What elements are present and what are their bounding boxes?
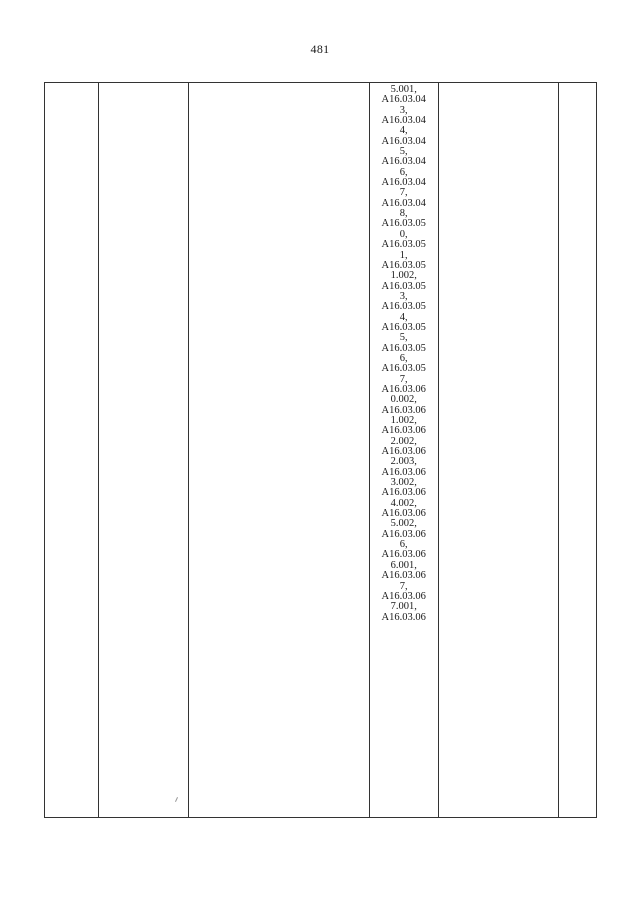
code-line: A16.03.06: [381, 466, 426, 478]
document-table: [44, 82, 597, 818]
code-line: 1,: [399, 249, 408, 261]
page-number: 481: [310, 42, 330, 56]
table-column-6: [559, 83, 596, 817]
table-column-5: [439, 83, 560, 817]
code-line: A16.03.04: [381, 135, 426, 147]
code-line: A16.03.06: [381, 508, 426, 520]
code-line: 6,: [399, 166, 408, 178]
code-line: A16.03.06: [381, 611, 426, 623]
code-line: A16.03.05: [381, 301, 426, 313]
code-line: 6,: [399, 352, 408, 364]
code-line: A16.03.05: [381, 218, 426, 230]
table-column-3: [189, 83, 369, 817]
code-line: 3,: [399, 104, 408, 116]
code-line: 3.002,: [390, 477, 417, 489]
code-line: A16.03.05: [381, 321, 426, 333]
code-line: A16.03.05: [381, 342, 426, 354]
code-line: A16.03.06: [381, 487, 426, 499]
code-line: A16.03.06: [381, 570, 426, 582]
code-line: 2.003,: [390, 456, 417, 468]
code-line: A16.03.05: [381, 259, 426, 271]
code-line: A16.03.04: [381, 197, 426, 209]
code-line: 1.002,: [390, 415, 417, 426]
code-line: A16.03.06: [381, 549, 426, 561]
code-line: A16.03.04: [381, 156, 426, 168]
code-line: 7.001,: [390, 601, 417, 613]
code-line: 5.001,: [390, 84, 417, 95]
code-line: 7,: [399, 187, 408, 199]
code-line: 5,: [399, 332, 408, 344]
table-column-codes: [370, 83, 439, 817]
code-line: A16.03.04: [381, 177, 426, 189]
code-line: A16.03.06: [381, 446, 426, 458]
code-line: 4,: [399, 125, 408, 137]
code-line: 5.002,: [390, 518, 417, 530]
code-line: 1.002,: [390, 270, 417, 282]
code-line: 5,: [399, 146, 408, 158]
code-line: 2.002,: [390, 435, 417, 447]
code-line: A16.03.06: [381, 590, 426, 602]
code-line: 4.002,: [390, 497, 417, 509]
code-line: 6,: [399, 539, 408, 551]
table-column-2: [99, 83, 190, 817]
code-line: A16.03.06: [381, 528, 426, 540]
code-line: 0.002,: [390, 394, 417, 406]
code-line: 7,: [399, 580, 408, 592]
code-line: A16.03.06: [381, 425, 426, 437]
code-line: 6.001,: [390, 559, 417, 571]
code-line: 4,: [399, 311, 408, 323]
code-line: 8,: [399, 208, 408, 220]
code-line: A16.03.05: [381, 280, 426, 292]
code-line: 0,: [399, 228, 408, 240]
table-column-1: [45, 83, 99, 817]
code-line: 3,: [399, 290, 408, 302]
code-line: A16.03.05: [381, 239, 426, 251]
code-line: 7,: [399, 373, 408, 385]
code-line: A16.03.06: [381, 404, 426, 416]
code-line: A16.03.04: [381, 115, 426, 127]
code-line: A16.03.06: [381, 383, 426, 395]
code-line: A16.03.05: [381, 363, 426, 375]
code-line: A16.03.04: [381, 94, 426, 106]
